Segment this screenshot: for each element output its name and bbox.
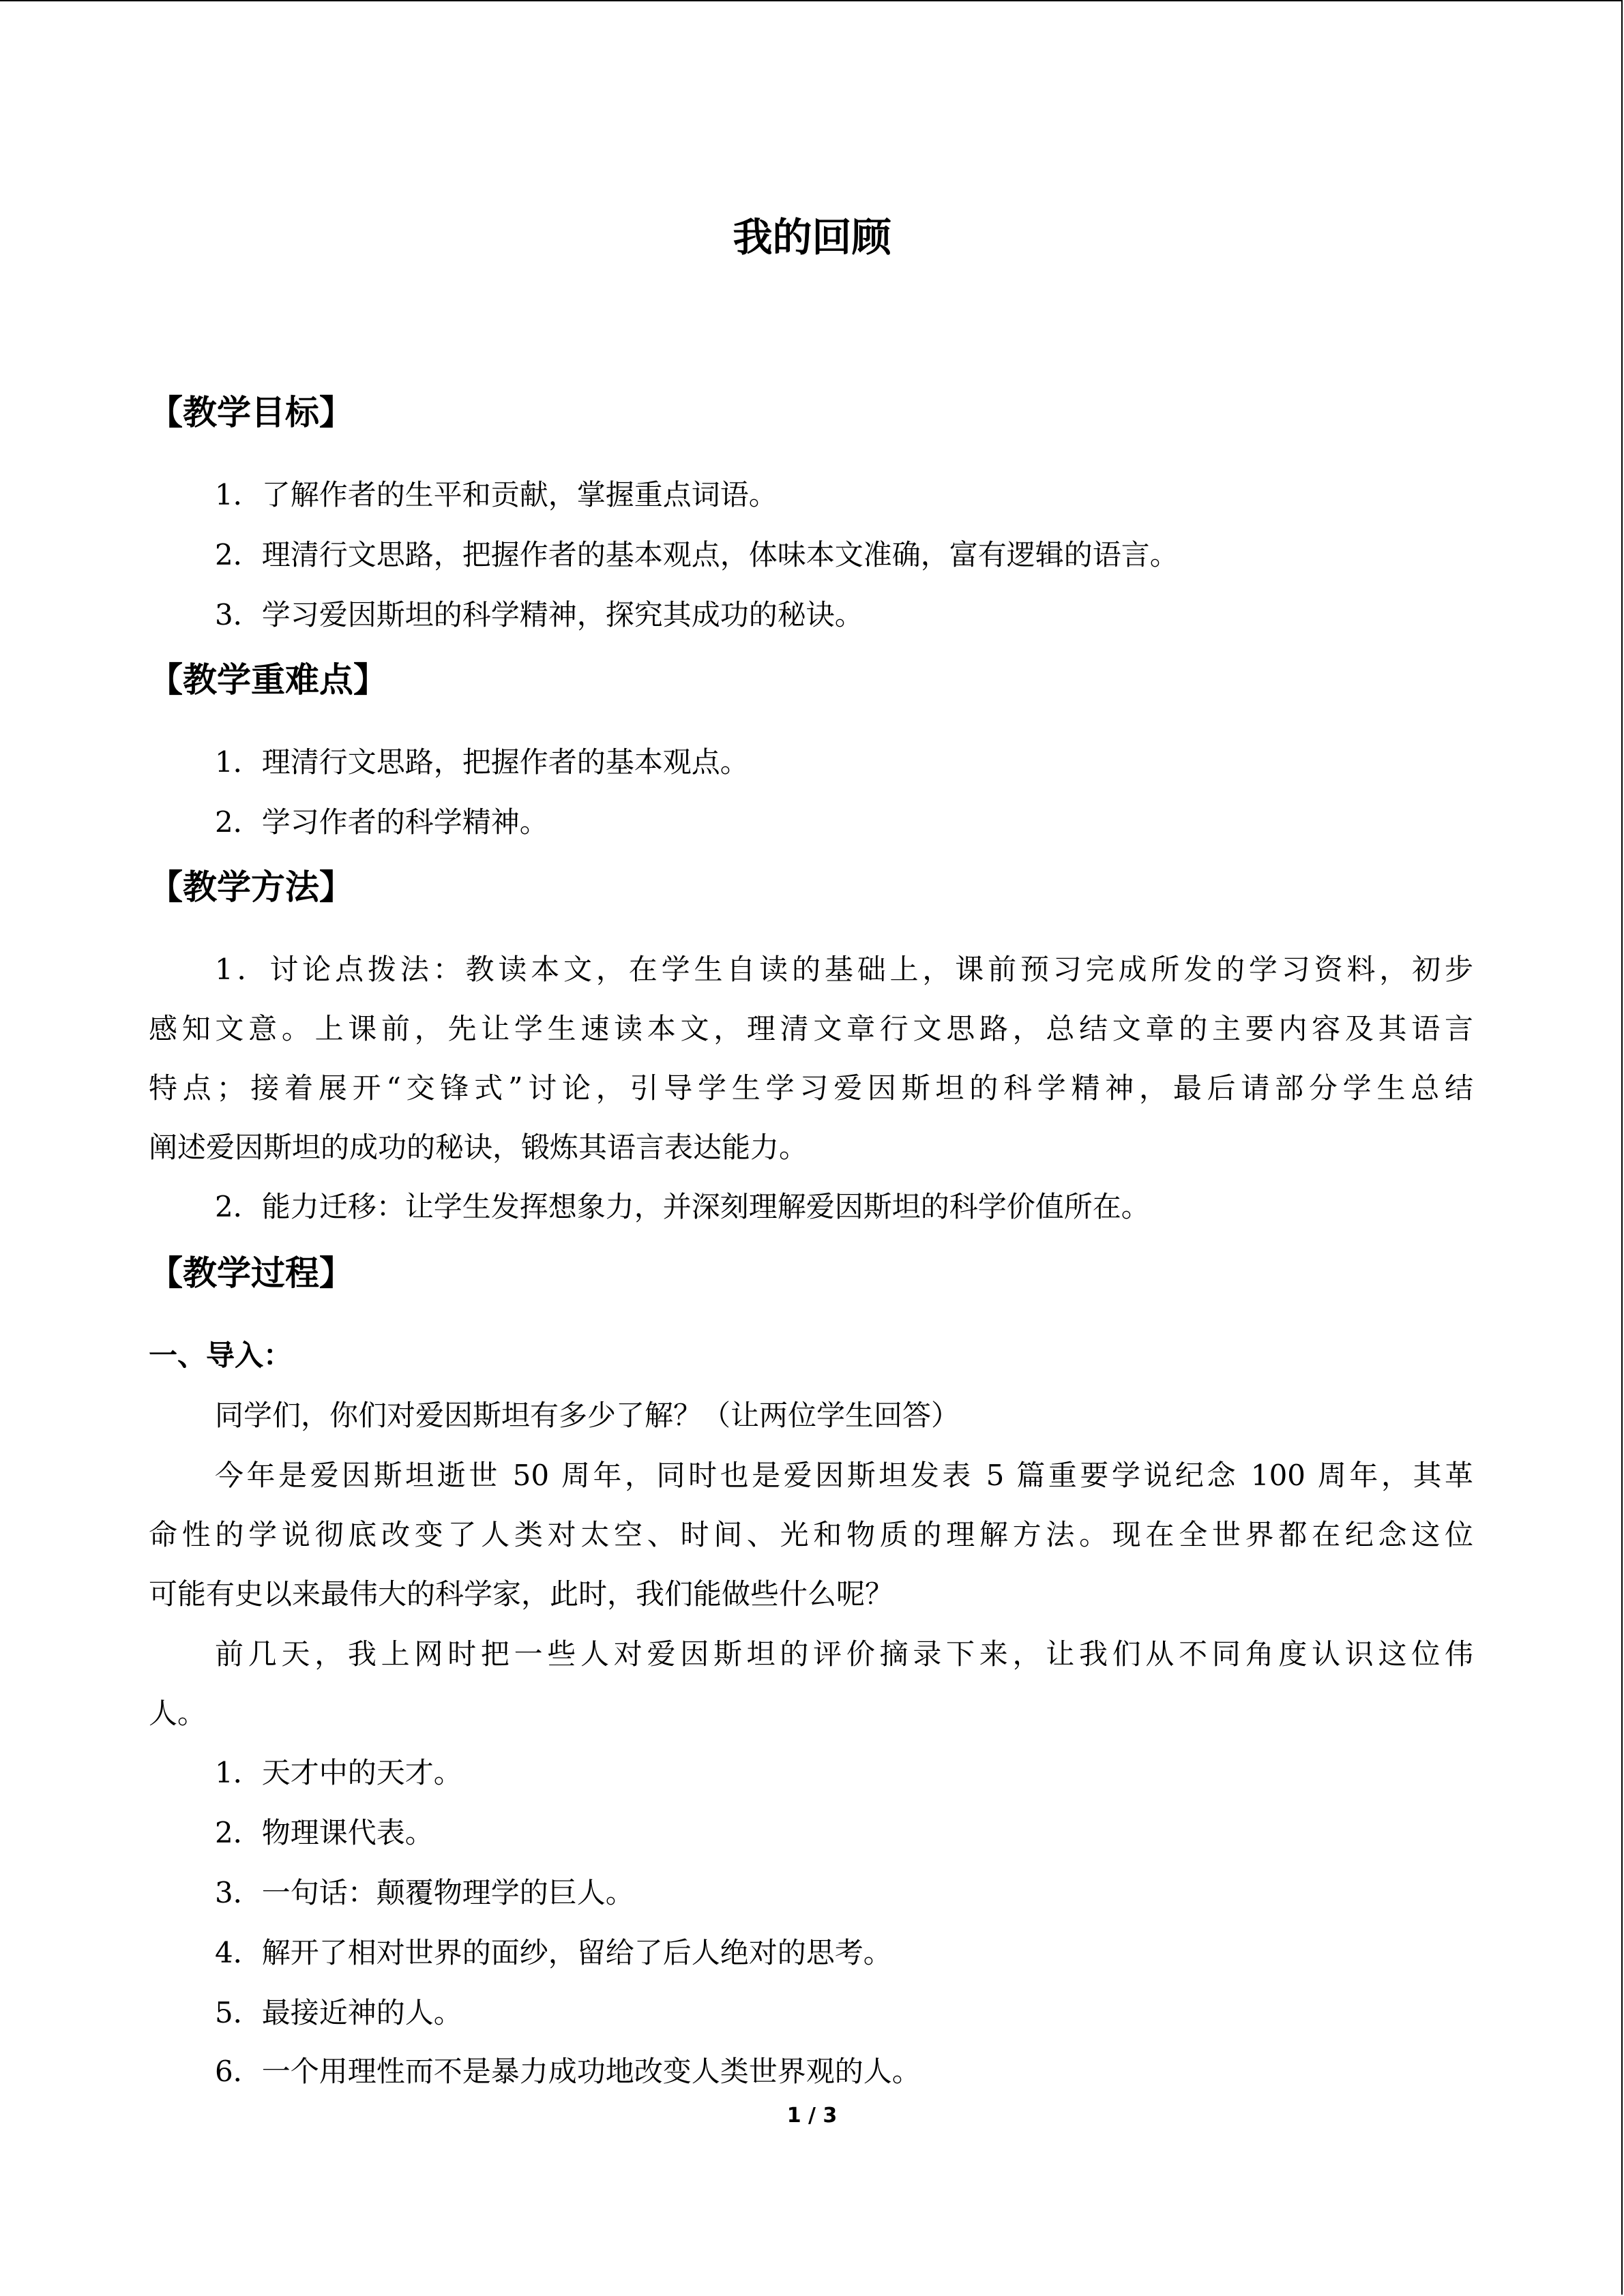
section-heading-objectives: 【教学目标】 bbox=[149, 393, 353, 432]
method-paragraph-line: 阐述爱因斯坦的成功的秘诀，锻炼其语言表达能力。 bbox=[149, 1131, 808, 1164]
document-title: 我的回顾 bbox=[733, 214, 891, 260]
intro-paragraph-line: 可能有史以来最伟大的科学家，此时，我们能做些什么呢？ bbox=[149, 1577, 894, 1611]
quote-item: 5．最接近神的人。 bbox=[215, 1996, 462, 2029]
key-point-item: 2．学习作者的科学精神。 bbox=[215, 805, 548, 839]
objective-item: 1．了解作者的生平和贡献，掌握重点词语。 bbox=[215, 478, 778, 511]
quote-item: 1．天才中的天才。 bbox=[215, 1756, 462, 1789]
quote-item: 6．一个用理性而不是暴力成功地改变人类世界观的人。 bbox=[215, 2055, 921, 2088]
key-point-item: 1．理清行文思路，把握作者的基本观点。 bbox=[215, 745, 749, 779]
intro-paragraph-line: 今年是爱因斯坦逝世 50 周年，同时也是爱因斯坦发表 5 篇重要学说纪念 100 周年，其革 bbox=[215, 1459, 1473, 1492]
page-number: 1 / 3 bbox=[786, 2104, 838, 2128]
quote-item: 4．解开了相对世界的面纱，留给了后人绝对的思考。 bbox=[215, 1936, 892, 1969]
intro-heading: 一、导入： bbox=[149, 1339, 293, 1372]
quote-item: 3．一句话：颠覆物理学的巨人。 bbox=[215, 1876, 634, 1909]
method-paragraph: 2．能力迁移：让学生发挥想象力，并深刻理解爱因斯坦的科学价值所在。 bbox=[215, 1190, 1150, 1223]
intro-paragraph-line: 命性的学说彻底改变了人类对太空、时间、光和物质的理解方法。现在全世界都在纪念这位 bbox=[149, 1518, 1473, 1551]
objective-item: 2．理清行文思路，把握作者的基本观点，体味本文准确，富有逻辑的语言。 bbox=[215, 538, 1179, 571]
section-heading-key-points: 【教学重难点】 bbox=[149, 660, 387, 700]
intro-paragraph-line: 前几天，我上网时把一些人对爱因斯坦的评价摘录下来，让我们从不同角度认识这位伟 bbox=[215, 1637, 1473, 1671]
quote-item: 2．物理课代表。 bbox=[215, 1816, 434, 1849]
section-heading-methods: 【教学方法】 bbox=[149, 867, 353, 907]
method-paragraph-line: 1．讨论点拨法：教读本文，在学生自读的基础上，课前预习完成所发的学习资料，初步 bbox=[215, 953, 1473, 986]
section-heading-process: 【教学过程】 bbox=[149, 1253, 353, 1293]
method-paragraph-line: 特点；接着展开“交锋式”讨论，引导学生学习爱因斯坦的科学精神，最后请部分学生总结 bbox=[149, 1071, 1473, 1105]
intro-paragraph-line: 人。 bbox=[149, 1697, 207, 1730]
objective-item: 3．学习爱因斯坦的科学精神，探究其成功的秘诀。 bbox=[215, 598, 863, 631]
method-paragraph-line: 感知文意。上课前，先让学生速读本文，理清文章行文思路，总结文章的主要内容及其语言 bbox=[149, 1012, 1473, 1045]
intro-question: 同学们，你们对爱因斯坦有多少了解？（让两位学生回答） bbox=[215, 1399, 960, 1432]
